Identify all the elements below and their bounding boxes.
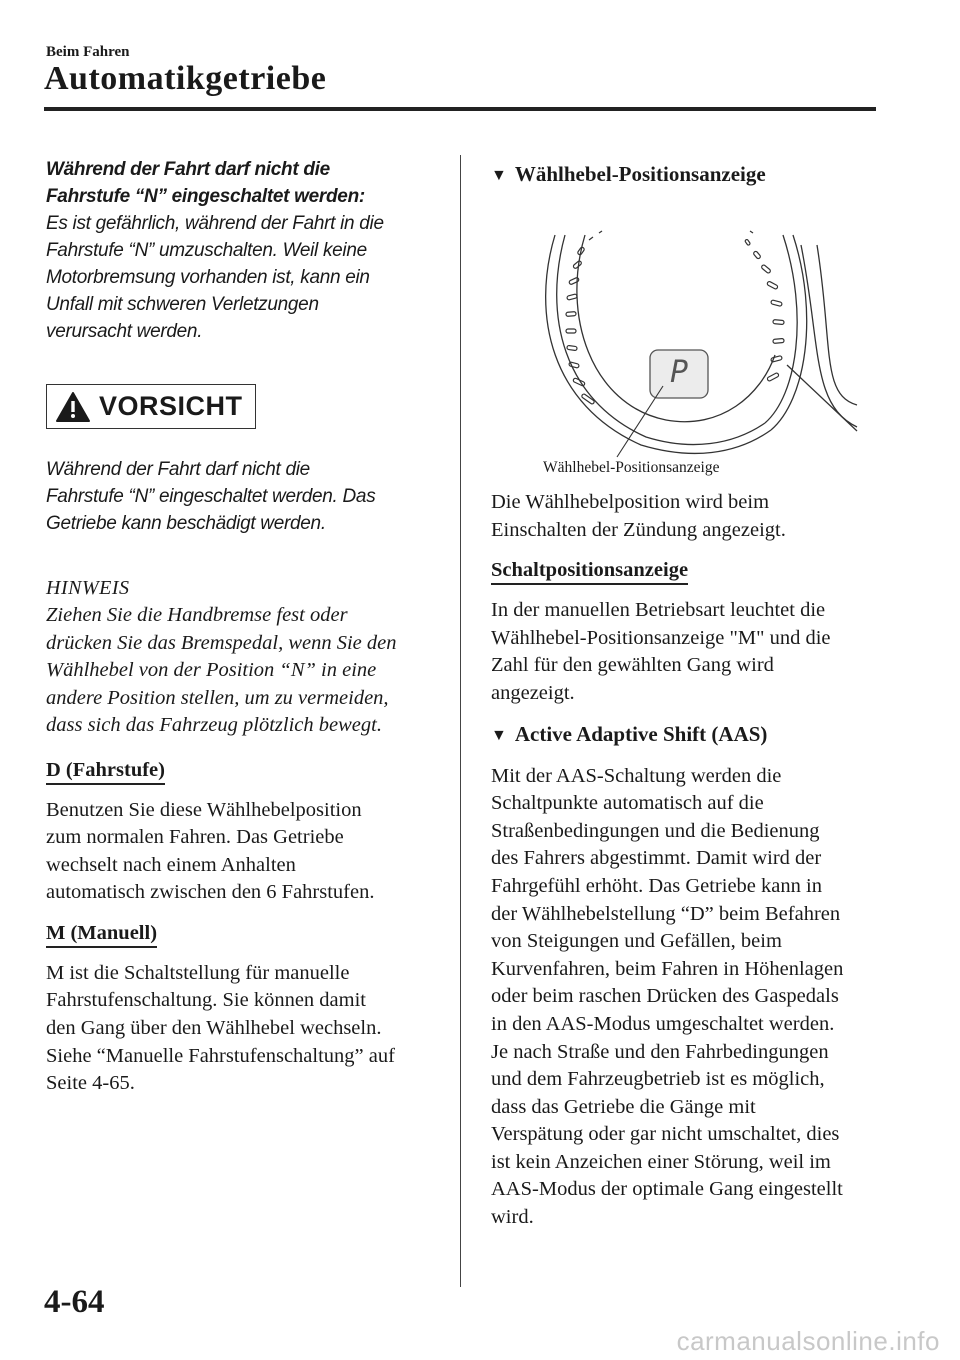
text-line: Verspätung oder gar nicht umschaltet, dies xyxy=(491,1123,840,1146)
d-body xyxy=(46,797,441,907)
aas-heading xyxy=(491,720,886,751)
text-line: den Gang über den Wählhebel wechseln. xyxy=(46,1017,382,1040)
text-line: dass sich das Fahrzeug plötzlich bewegt. xyxy=(46,714,382,736)
instrument-cluster-figure xyxy=(521,205,861,476)
text-line: Seite 4-65. xyxy=(46,1072,135,1095)
text-line: Es ist gefährlich, während der Fahrt in die xyxy=(46,213,384,234)
note-heading: HINWEIS xyxy=(46,577,130,599)
text-line: Getriebe kann beschädigt werden. xyxy=(46,513,326,534)
text-line: Schaltpunkte automatisch auf die xyxy=(491,792,764,815)
caution-label: VORSICHT xyxy=(99,391,243,421)
text-line: andere Position stellen, um zu vermeiden, xyxy=(46,686,389,709)
shift-indicator-body xyxy=(491,597,886,707)
triangle-down-icon: ▼ xyxy=(491,726,507,744)
right-column xyxy=(491,160,886,1232)
page-number: 4-64 xyxy=(44,1284,105,1320)
text-line: angezeigt. xyxy=(491,681,575,704)
m-heading: M (Manuell) xyxy=(46,921,157,948)
text-line: Die Wählhebelposition wird beim xyxy=(491,491,770,513)
warning-body xyxy=(46,210,441,345)
text-line: Fahrstufenschaltung. Sie können damit xyxy=(46,989,366,1012)
d-heading: D (Fahrstufe) xyxy=(46,758,165,785)
column-divider xyxy=(460,155,461,1287)
text-line: des Fahrers abgestimmt. Damit wird der xyxy=(491,847,822,870)
text-line: Zahl für den gewählten Gang wird xyxy=(491,654,774,677)
left-column xyxy=(46,156,441,1098)
triangle-down-icon: ▼ xyxy=(491,167,507,184)
text-line: der Wählhebelstellung “D” beim Befahren xyxy=(491,902,841,925)
text-line: Kurvenfahren, beim Fahren in Höhenlagen xyxy=(491,957,844,980)
text-line: wechselt nach einem Anhalten xyxy=(46,853,296,876)
selector-heading xyxy=(491,160,886,191)
text-line: In der manuellen Betriebsart leuchtet die xyxy=(491,599,826,622)
note-body xyxy=(46,602,441,740)
text-line: Siehe “Manuelle Fahrstufenschaltung” auf xyxy=(46,1044,395,1067)
text-line: Unfall mit schweren Verletzungen xyxy=(46,294,319,315)
text-line: Einschalten der Zündung angezeigt. xyxy=(491,518,786,541)
text-line: Mit der AAS-Schaltung werden die xyxy=(491,764,782,787)
text-line: Während der Fahrt darf nicht die xyxy=(46,459,310,480)
text-line: AAS-Modus der optimale Gang eingestellt xyxy=(491,1178,843,1201)
text-line: ist kein Anzeichen einer Störung, weil im xyxy=(491,1150,831,1173)
warning-heading-line: Während der Fahrt darf nicht die xyxy=(46,159,330,180)
caution-box xyxy=(46,384,256,429)
text-line: Straßenbedingungen und die Bedienung xyxy=(491,819,820,842)
caution-body xyxy=(46,456,441,537)
text-line: drücken Sie das Bremspedal, wenn Sie den xyxy=(46,631,397,654)
figure-caption: Wählhebel-Positionsanzeige xyxy=(543,459,720,476)
text-line: Motorbremsung vorhanden ist, kann ein xyxy=(46,267,370,288)
gauge-illustration xyxy=(521,205,861,465)
text-line: Ziehen Sie die Handbremse fest oder xyxy=(46,604,348,626)
selector-body xyxy=(491,489,886,544)
text-line: automatisch zwischen den 6 Fahrstufen. xyxy=(46,881,375,904)
section-label: Beim Fahren xyxy=(46,44,130,60)
text-line: M ist die Schaltstellung für manuelle xyxy=(46,961,350,984)
m-body xyxy=(46,960,441,1098)
text-line: Fahrstufe “N” umzuschalten. Weil keine xyxy=(46,240,367,261)
selector-display-value: P xyxy=(669,355,689,390)
shift-indicator-heading: Schaltpositionsanzeige xyxy=(491,558,688,585)
text-line: dass das Getriebe die Gänge mit xyxy=(491,1095,756,1118)
warning-heading xyxy=(46,156,441,210)
selector-heading-text: Wählhebel-Positionsanzeige xyxy=(514,162,766,186)
text-line: verursacht werden. xyxy=(46,321,203,342)
text-line: wird. xyxy=(491,1206,534,1229)
header-rule xyxy=(44,107,876,111)
aas-heading-text: Active Adaptive Shift (AAS) xyxy=(514,721,768,746)
text-line: und dem Fahrzeugbetrieb ist es möglich, xyxy=(491,1068,825,1091)
text-line: Fahrgefühl erhöht. Das Getriebe kann in xyxy=(491,874,822,897)
warning-triangle-icon xyxy=(55,391,91,423)
watermark: carmanualsonline.info xyxy=(676,1326,940,1356)
warning-heading-line: Fahrstufe “N” eingeschaltet werden: xyxy=(46,186,365,207)
text-line: Benutzen Sie diese Wählhebelposition xyxy=(46,798,362,821)
text-line: in den AAS-Modus umgeschaltet werden. xyxy=(491,1012,835,1035)
text-line: von Steigungen und Gefällen, beim xyxy=(491,930,782,953)
text-line: Fahrstufe “N” eingeschaltet werden. Das xyxy=(46,486,376,507)
text-line: Wählhebel-Positionsanzeige "M" und die xyxy=(491,626,831,649)
aas-body xyxy=(491,763,886,1232)
text-line: oder beim raschen Drücken des Gaspedals xyxy=(491,985,839,1008)
text-line: zum normalen Fahren. Das Getriebe xyxy=(46,826,344,849)
text-line: Wählhebel von der Position “N” in eine xyxy=(46,659,377,681)
page-title: Automatikgetriebe xyxy=(44,60,327,97)
text-line: Je nach Straße und den Fahrbedingungen xyxy=(491,1040,829,1063)
